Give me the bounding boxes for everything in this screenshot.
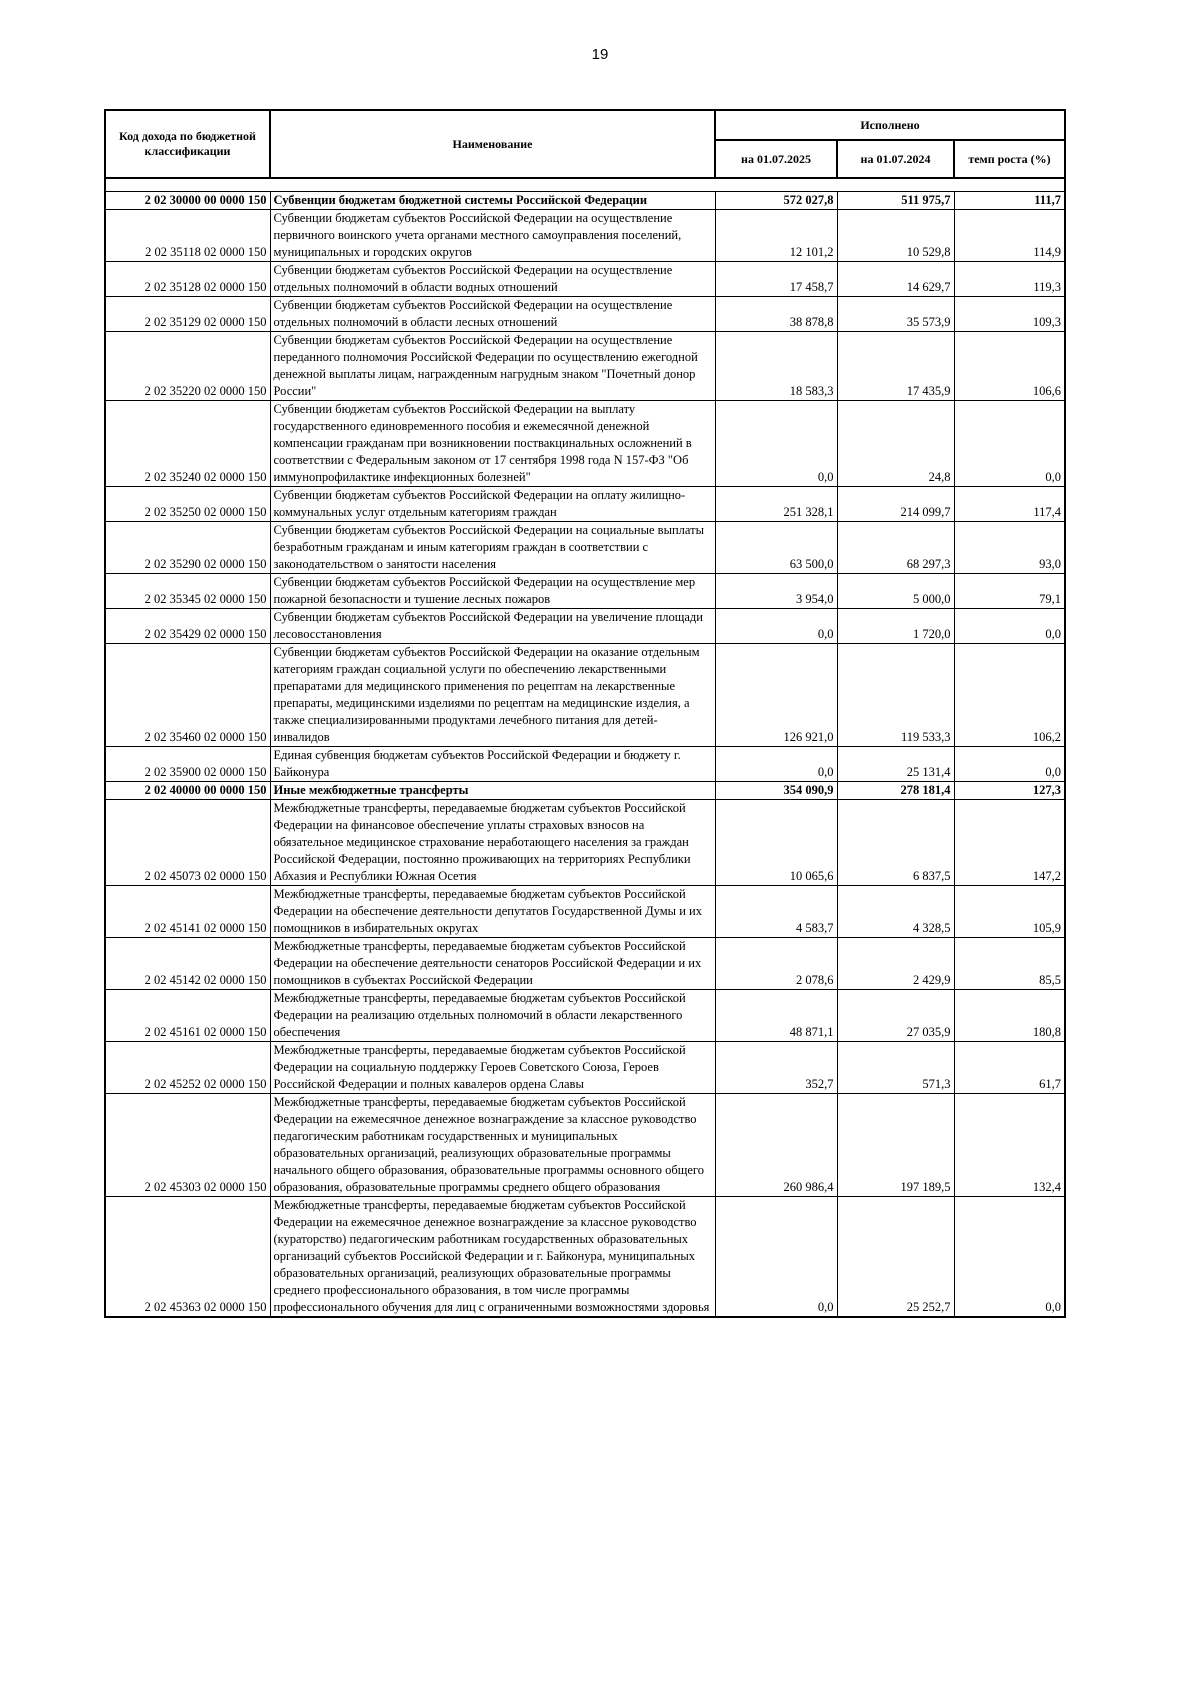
row-growth-rate: 180,8 [954, 990, 1065, 1042]
table-row [105, 210, 1065, 262]
table-row [105, 1197, 1065, 1318]
row-growth-rate: 93,0 [954, 522, 1065, 574]
row-value-2025: 354 090,9 [715, 782, 837, 800]
row-code: 2 02 35128 02 0000 150 [105, 262, 270, 297]
row-value-2024: 24,8 [837, 401, 954, 487]
table-row [105, 990, 1065, 1042]
row-name: Межбюджетные трансферты, передаваемые бюджетам субъектов Российской Федерации на ежемесячное денежное вознаграждение за классное руководство (кураторство) педагогическим работникам государственных образовательных организаций субъектов Российской Федерации и г. Байконура, муниципальных образовательных организаций, реализующих образовательные программы среднего профессионального образования, в том числе программы профессионального обучения для лиц с ограниченными возможностями здоровья [270, 1197, 715, 1318]
row-value-2025: 3 954,0 [715, 574, 837, 609]
row-value-2025: 17 458,7 [715, 262, 837, 297]
row-value-2024: 25 252,7 [837, 1197, 954, 1318]
row-code: 2 02 35900 02 0000 150 [105, 747, 270, 782]
row-value-2024: 27 035,9 [837, 990, 954, 1042]
header-executed: Исполнено [715, 110, 1065, 140]
row-name: Субвенции бюджетам субъектов Российской Федерации на выплату государственного единовременного пособия и ежемесячной денежной компенсации гражданам при возникновении поствакцинальных осложнений в соответствии с Федеральным законом от 17 сентября 1998 года N 157-ФЗ "Об иммунопрофилактике инфекционных болезней" [270, 401, 715, 487]
row-name: Межбюджетные трансферты, передаваемые бюджетам субъектов Российской Федерации на реализацию отдельных полномочий в области лекарственного обеспечения [270, 990, 715, 1042]
row-code: 2 02 30000 00 0000 150 [105, 192, 270, 210]
row-value-2024: 511 975,7 [837, 192, 954, 210]
row-name: Межбюджетные трансферты, передаваемые бюджетам субъектов Российской Федерации на ежемесячное денежное вознаграждение за классное руководство педагогическим работникам государственных и муниципальных образовательных организаций, реализующих образовательные программы начального общего образования, образовательные программы основного общего образования, образовательные программы среднего общего образования [270, 1094, 715, 1197]
row-value-2025: 38 878,8 [715, 297, 837, 332]
table-row [105, 522, 1065, 574]
row-name: Субвенции бюджетам бюджетной системы Российской Федерации [270, 192, 715, 210]
row-value-2024: 278 181,4 [837, 782, 954, 800]
row-value-2025: 12 101,2 [715, 210, 837, 262]
table-row [105, 574, 1065, 609]
row-code: 2 02 35129 02 0000 150 [105, 297, 270, 332]
row-growth-rate: 105,9 [954, 886, 1065, 938]
page-number: 19 [591, 46, 609, 63]
row-growth-rate: 109,3 [954, 297, 1065, 332]
table-row [105, 487, 1065, 522]
revenue-table [104, 109, 1066, 1318]
table-header [105, 110, 1065, 178]
row-code: 2 02 35429 02 0000 150 [105, 609, 270, 644]
row-value-2025: 0,0 [715, 1197, 837, 1318]
row-code: 2 02 45073 02 0000 150 [105, 800, 270, 886]
row-name: Субвенции бюджетам субъектов Российской Федерации на осуществление отдельных полномочий в области лесных отношений [270, 297, 715, 332]
row-value-2024: 35 573,9 [837, 297, 954, 332]
row-name: Межбюджетные трансферты, передаваемые бюджетам субъектов Российской Федерации на финансовое обеспечение уплаты страховых взносов на обязательное медицинское страхование неработающего населения за граждан Российской Федерации, постоянно проживающих на территориях Республики Абхазия и Республики Южная Осетия [270, 800, 715, 886]
header-2025: на 01.07.2025 [715, 140, 837, 178]
row-name: Межбюджетные трансферты, передаваемые бюджетам субъектов Российской Федерации на обеспечение деятельности сенаторов Российской Федерации и их помощников в субъектах Российской Федерации [270, 938, 715, 990]
row-value-2025: 48 871,1 [715, 990, 837, 1042]
row-growth-rate: 119,3 [954, 262, 1065, 297]
row-code: 2 02 45161 02 0000 150 [105, 990, 270, 1042]
row-code: 2 02 35460 02 0000 150 [105, 644, 270, 747]
row-value-2025: 0,0 [715, 609, 837, 644]
row-value-2024: 571,3 [837, 1042, 954, 1094]
table-row [105, 332, 1065, 401]
table-row [105, 800, 1065, 886]
row-code: 2 02 35250 02 0000 150 [105, 487, 270, 522]
row-name: Субвенции бюджетам субъектов Российской Федерации на осуществление первичного воинского учета органами местного самоуправления поселений, муниципальных и городских округов [270, 210, 715, 262]
row-value-2025: 0,0 [715, 401, 837, 487]
row-code: 2 02 45141 02 0000 150 [105, 886, 270, 938]
row-growth-rate: 106,6 [954, 332, 1065, 401]
header-2024: на 01.07.2024 [837, 140, 954, 178]
header-rate: темп роста (%) [954, 140, 1065, 178]
table-row [105, 609, 1065, 644]
table-row [105, 938, 1065, 990]
row-growth-rate: 111,7 [954, 192, 1065, 210]
row-value-2024: 17 435,9 [837, 332, 954, 401]
row-value-2024: 14 629,7 [837, 262, 954, 297]
row-growth-rate: 114,9 [954, 210, 1065, 262]
row-growth-rate: 132,4 [954, 1094, 1065, 1197]
row-value-2024: 119 533,3 [837, 644, 954, 747]
header-name: Наименование [270, 110, 715, 178]
row-name: Субвенции бюджетам субъектов Российской Федерации на осуществление отдельных полномочий в области водных отношений [270, 262, 715, 297]
row-code: 2 02 35220 02 0000 150 [105, 332, 270, 401]
header-spacer [105, 178, 1065, 192]
row-code: 2 02 40000 00 0000 150 [105, 782, 270, 800]
row-value-2025: 10 065,6 [715, 800, 837, 886]
table-row [105, 747, 1065, 782]
row-name: Субвенции бюджетам субъектов Российской Федерации на оплату жилищно-коммунальных услуг отдельным категориям граждан [270, 487, 715, 522]
row-value-2025: 572 027,8 [715, 192, 837, 210]
row-name: Субвенции бюджетам субъектов Российской Федерации на увеличение площади лесовосстановления [270, 609, 715, 644]
row-code: 2 02 35345 02 0000 150 [105, 574, 270, 609]
table-row [105, 782, 1065, 800]
row-growth-rate: 0,0 [954, 1197, 1065, 1318]
row-name: Субвенции бюджетам субъектов Российской Федерации на оказание отдельным категориям граждан социальной услуги по обеспечению лекарственными препаратами для медицинского применения по рецептам на лекарственные препараты, медицинскими изделиями по рецептам на медицинские изделия, а также специализированными продуктами лечебного питания для детей-инвалидов [270, 644, 715, 747]
row-value-2025: 260 986,4 [715, 1094, 837, 1197]
row-name: Межбюджетные трансферты, передаваемые бюджетам субъектов Российской Федерации на социальную поддержку Героев Советского Союза, Героев Российской Федерации и полных кавалеров ордена Славы [270, 1042, 715, 1094]
row-growth-rate: 127,3 [954, 782, 1065, 800]
row-value-2024: 10 529,8 [837, 210, 954, 262]
row-value-2025: 251 328,1 [715, 487, 837, 522]
row-growth-rate: 147,2 [954, 800, 1065, 886]
row-value-2024: 197 189,5 [837, 1094, 954, 1197]
row-growth-rate: 61,7 [954, 1042, 1065, 1094]
row-value-2024: 2 429,9 [837, 938, 954, 990]
row-value-2024: 1 720,0 [837, 609, 954, 644]
table-row [105, 644, 1065, 747]
row-value-2025: 18 583,3 [715, 332, 837, 401]
table-row [105, 192, 1065, 210]
table-row [105, 297, 1065, 332]
row-name: Межбюджетные трансферты, передаваемые бюджетам субъектов Российской Федерации на обеспечение деятельности депутатов Государственной Думы и их помощников в избирательных округах [270, 886, 715, 938]
row-name: Иные межбюджетные трансферты [270, 782, 715, 800]
row-value-2025: 63 500,0 [715, 522, 837, 574]
row-name: Субвенции бюджетам субъектов Российской Федерации на социальные выплаты безработным гражданам и иным категориям граждан в соответствии с законодательством о занятости населения [270, 522, 715, 574]
row-value-2024: 25 131,4 [837, 747, 954, 782]
row-growth-rate: 0,0 [954, 747, 1065, 782]
row-code: 2 02 45303 02 0000 150 [105, 1094, 270, 1197]
row-code: 2 02 35290 02 0000 150 [105, 522, 270, 574]
row-growth-rate: 85,5 [954, 938, 1065, 990]
row-code: 2 02 45142 02 0000 150 [105, 938, 270, 990]
row-code: 2 02 45363 02 0000 150 [105, 1197, 270, 1318]
row-code: 2 02 35118 02 0000 150 [105, 210, 270, 262]
row-value-2025: 0,0 [715, 747, 837, 782]
row-name: Единая субвенция бюджетам субъектов Российской Федерации и бюджету г. Байконура [270, 747, 715, 782]
table-row [105, 1042, 1065, 1094]
row-code: 2 02 35240 02 0000 150 [105, 401, 270, 487]
row-value-2025: 352,7 [715, 1042, 837, 1094]
table-row [105, 886, 1065, 938]
table-row [105, 262, 1065, 297]
row-growth-rate: 0,0 [954, 401, 1065, 487]
row-value-2024: 5 000,0 [837, 574, 954, 609]
row-value-2024: 4 328,5 [837, 886, 954, 938]
table-body [105, 178, 1065, 1317]
row-value-2025: 126 921,0 [715, 644, 837, 747]
row-value-2025: 2 078,6 [715, 938, 837, 990]
row-growth-rate: 0,0 [954, 609, 1065, 644]
table-row [105, 1094, 1065, 1197]
row-value-2025: 4 583,7 [715, 886, 837, 938]
row-value-2024: 214 099,7 [837, 487, 954, 522]
header-code: Код дохода по бюджетной классификации [105, 110, 270, 178]
table-row [105, 401, 1065, 487]
row-name: Субвенции бюджетам субъектов Российской Федерации на осуществление мер пожарной безопасности и тушение лесных пожаров [270, 574, 715, 609]
row-growth-rate: 117,4 [954, 487, 1065, 522]
row-code: 2 02 45252 02 0000 150 [105, 1042, 270, 1094]
row-name: Субвенции бюджетам субъектов Российской Федерации на осуществление переданного полномочия Российской Федерации по осуществлению ежегодной денежной выплаты лицам, награжденным нагрудным знаком "Почетный донор России" [270, 332, 715, 401]
row-growth-rate: 79,1 [954, 574, 1065, 609]
row-value-2024: 6 837,5 [837, 800, 954, 886]
row-growth-rate: 106,2 [954, 644, 1065, 747]
row-value-2024: 68 297,3 [837, 522, 954, 574]
